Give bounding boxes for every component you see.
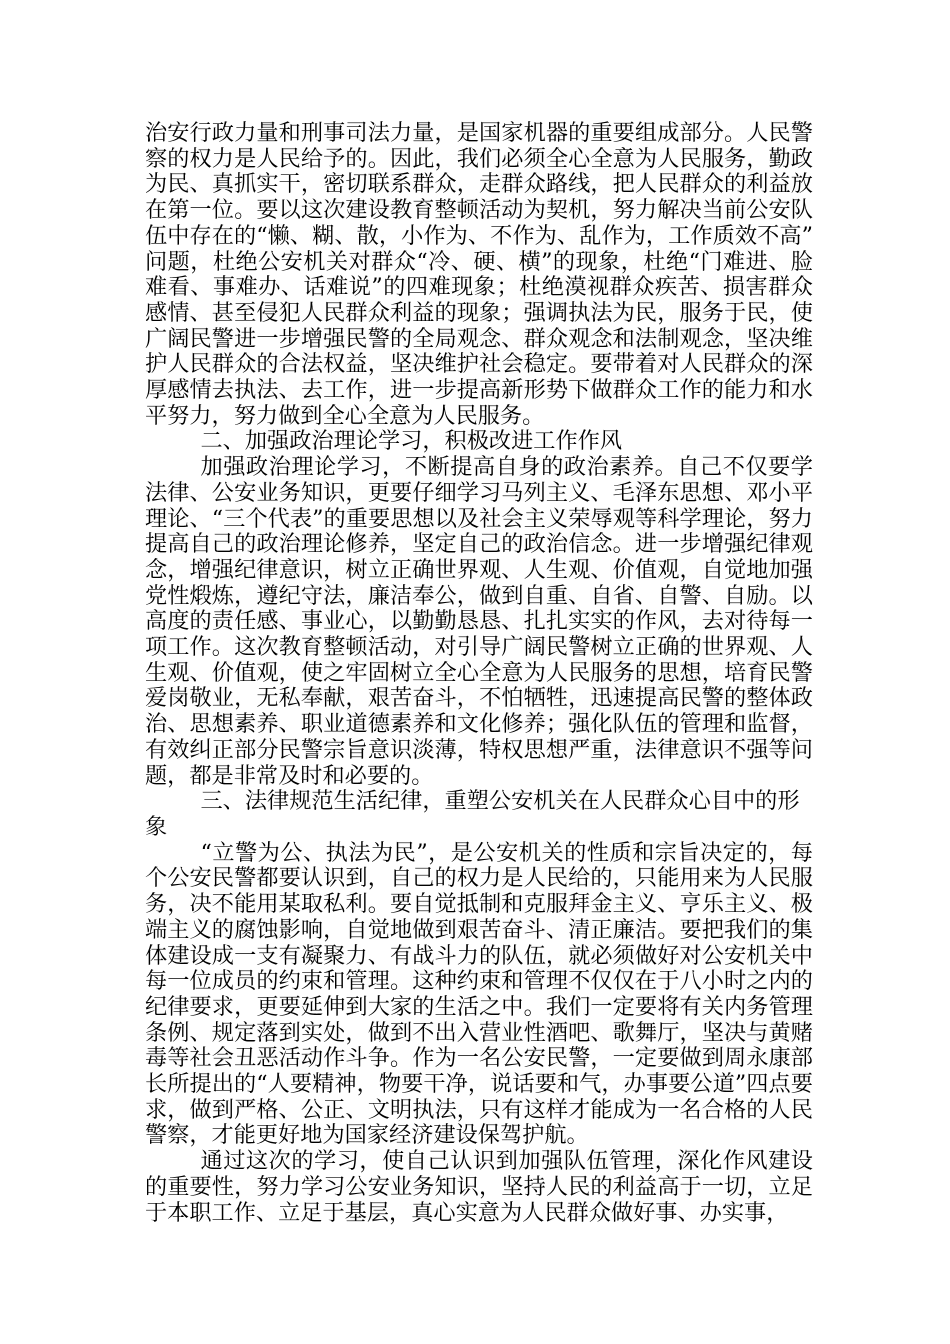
document-page	[145, 121, 813, 1226]
body-paragraph-1: 治安行政力量和刑事司法力量，是国家机器的重要组成部分。人民警察的权力是人民给予的。因此，我们必须全心全意为人民服务，勤政为民、真抓实干，密切联系群众，走群众路线，把人民群众的利益放在第一位。要以这次建设教育整顿活动为契机，努力解决当前公安队伍中存在的“懒、糊、散，小作为、不作为、乱作为，工作质效不高”问题，杜绝公安机关对群众“冷、硬、横”的现象，杜绝“门难进、脸难看、事难办、话难说”的四难现象；杜绝漠视群众疾苦、损害群众感情、甚至侵犯人民群众利益的现象；强调执法为民，服务于民，使广阔民警进一步增强民警的全局观念、群众观念和法制观念，坚决维护人民群众的合法权益，坚决维护社会稳定。要带着对人民群众的深厚感情去执法、去工作，进一步提高新形势下做群众工作的能力和水平努力，努力做到全心全意为人民服务。	[145, 120, 813, 429]
section-heading-3: 三、法律规范生活纪律，重塑公安机关在人民群众心目中的形象	[145, 788, 800, 840]
body-paragraph-3: “立警为公、执法为民”，是公安机关的性质和宗旨决定的，每个公安民警都要认识到，自己的权力是人民给的，只能用来为人民服务，决不能用某取私利。要自觉抵制和克服拜金主义、亨乐主义、极端主义的腐蚀影响，自觉地做到艰苦奋斗、清正廉洁。要把我们的集体建设成一支有凝聚力、有战斗力的队伍，就必须做好对公安机关中每一位成员的约束和管理。这种约束和管理不仅仅在于八小时之内的纪律要求，更要延伸到大家的生活之中。我们一定要将有关内务管理条例、规定落到实处，做到不出入营业性酒吧、歌舞厅，坚决与黄赌毒等社会丑恶活动作斗争。作为一名公安民警，一定要做到周永康部长所提出的“人要精神，物要干净，说话要和气，办事要公道”四点要求，做到严格、公正、文明执法，只有这样才能成为一名合格的人民警察，才能更好地为国家经济建设保驾护航。	[145, 839, 813, 1149]
section-heading-2: 二、加强政治理论学习，积极改进工作作风	[200, 428, 623, 455]
body-paragraph-4: 通过这次的学习，使自己认识到加强队伍管理，深化作风建设的重要性，努力学习公安业务知识，坚持人民的利益高于一切，立足于本职工作、立足于基层，真心实意为人民群众做好事、办实事，	[145, 1148, 813, 1226]
body-paragraph-2: 加强政治理论学习，不断提高自身的政治素养。自己不仅要学法律、公安业务知识，更要仔细学习马列主义、毛泽东思想、邓小平理论、“三个代表”的重要思想以及社会主义荣辱观等科学理论，努力提高自己的政治理论修养，坚定自己的政治信念。进一步增强纪律观念，增强纪律意识，树立正确世界观、人生观、价值观，自觉地加强党性煅炼，遵纪守法，廉洁奉公，做到自重、自省、自警、自励。以高度的责任感、事业心，以勤勤恳恳、扎扎实实的作风，去对待每一项工作。这次教育整顿活动，对引导广阔民警树立正确的世界观、人生观、价值观，使之牢固树立全心全意为人民服务的思想，培育民警爱岗敬业，无私奉献，艰苦奋斗，不怕牺牲，迅速提高民警的整体政治、思想素养、职业道德素养和文化修养；强化队伍的管理和监督，有效纠正部分民警宗旨意识淡薄，特权思想严重，法律意识不强等问题，都是非常及时和必要的。	[145, 454, 813, 789]
